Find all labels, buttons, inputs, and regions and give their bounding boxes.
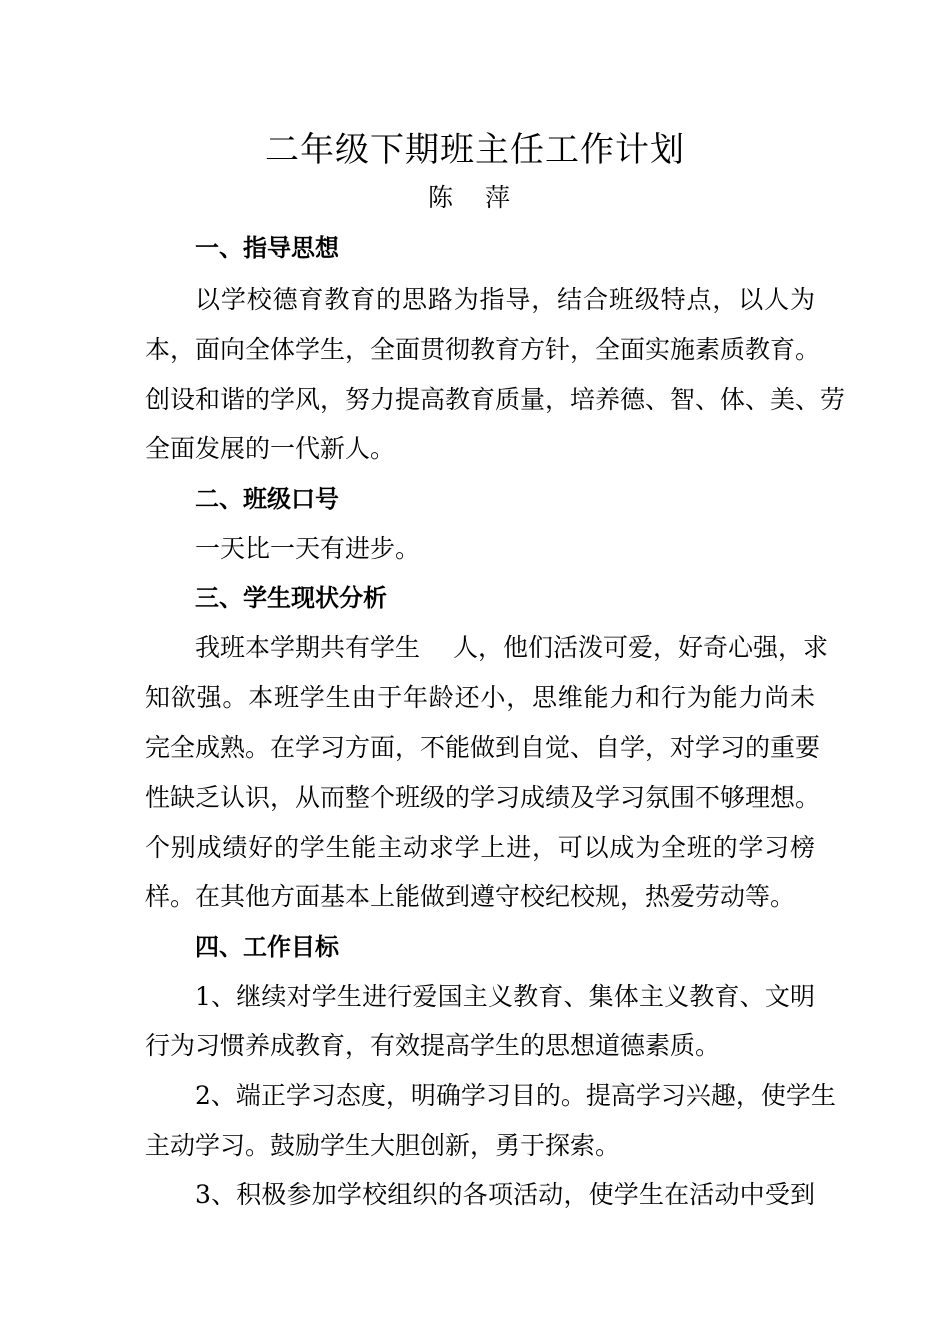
paragraph-line: 完全成熟。在学习方面，不能做到自觉、自学，对学习的重要 <box>145 733 821 762</box>
paragraph-line: 本，面向全体学生，全面贯彻教育方针，全面实施素质教育。 <box>145 335 821 364</box>
paragraph-line: 性缺乏认识，从而整个班级的学习成绩及学习氛围不够理想。 <box>145 783 821 812</box>
paragraph-line: 3、积极参加学校组织的各项活动，使学生在活动中受到 <box>195 1180 815 1209</box>
section-heading-work-goals: 四、工作目标 <box>195 933 339 961</box>
paragraph-line: 知欲强。本班学生由于年龄还小，思维能力和行为能力尚未 <box>145 683 815 712</box>
paragraph-line: 我班本学期共有学生 人，他们活泼可爱，好奇心强，求 <box>195 633 828 662</box>
paragraph-line: 个别成绩好的学生能主动求学上进，可以成为全班的学习榜 <box>145 833 815 862</box>
paragraph-line: 主动学习。鼓励学生大胆创新，勇于探索。 <box>145 1131 621 1160</box>
paragraph-line: 创设和谐的学风，努力提高教育质量，培养德、智、体、美、劳 <box>145 385 846 414</box>
paragraph-line: 2、端正学习态度，明确学习目的。提高学习兴趣，使学生 <box>195 1081 836 1110</box>
paragraph-line: 样。在其他方面基本上能做到遵守校纪校规，热爱劳动等。 <box>145 882 796 911</box>
document-title: 二年级下期班主任工作计划 <box>265 130 685 170</box>
paragraph-line: 全面发展的一代新人。 <box>145 434 396 463</box>
paragraph-line: 行为习惯养成教育，有效提高学生的思想道德素质。 <box>145 1031 721 1060</box>
paragraph-line: 以学校德育教育的思路为指导，结合班级特点，以人为 <box>195 285 815 314</box>
section-heading-student-analysis: 三、学生现状分析 <box>195 584 387 612</box>
section-heading-class-slogan: 二、班级口号 <box>195 485 339 513</box>
document-author: 陈 萍 <box>428 183 522 212</box>
paragraph-line: 一天比一天有进步。 <box>195 534 421 563</box>
paragraph-line: 1、继续对学生进行爱国主义教育、集体主义教育、文明 <box>195 982 815 1011</box>
section-heading-guiding-thought: 一、指导思想 <box>195 234 339 262</box>
